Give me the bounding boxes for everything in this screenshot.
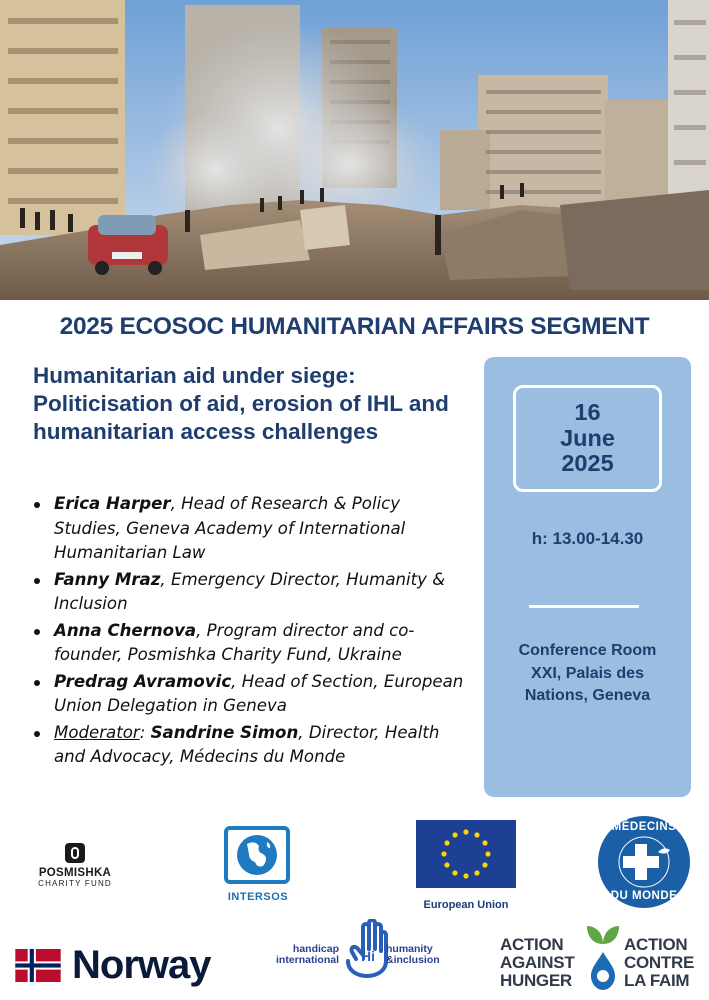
humanity-inclusion-logo xyxy=(273,917,463,995)
speaker-item xyxy=(34,492,464,566)
date-month: June xyxy=(560,424,615,451)
speaker-role: , Director, Health and Advocacy, Médecins du Monde xyxy=(54,722,440,766)
speaker-name: Sandrine Simon xyxy=(150,722,299,742)
speaker-item xyxy=(34,568,464,617)
mdm-top: MÉDECINS xyxy=(611,821,677,833)
speaker-name: Fanny Mraz xyxy=(54,569,161,589)
divider xyxy=(529,605,639,608)
speaker-name: Predrag Avramovic xyxy=(54,671,232,691)
svg-text:Hi: Hi xyxy=(361,948,375,964)
hand-icon xyxy=(342,919,392,989)
intersos-globe-icon xyxy=(223,826,293,884)
aah-r2: CONTRE xyxy=(624,953,694,972)
speaker-role: , Emergency Director, Humanity & Inclusion xyxy=(54,569,446,613)
aah-r1: ACTION xyxy=(624,935,688,954)
aah-left-text xyxy=(500,936,574,990)
date-year: 2025 xyxy=(561,450,614,476)
leaf-drop-icon xyxy=(583,922,623,992)
date-day: 16 xyxy=(574,399,601,425)
action-against-hunger-logo xyxy=(500,922,700,992)
hero-photo xyxy=(0,0,709,300)
speaker-role: , Program director and co-founder, Posmishka Charity Fund, Ukraine xyxy=(54,620,415,664)
event-time: h: 13.00-14.30 xyxy=(531,529,644,548)
hi-right-text xyxy=(386,944,466,966)
hi-right-line1: humanity xyxy=(386,943,433,955)
norway-flag-icon xyxy=(15,949,61,982)
hi-left-line1: handicap xyxy=(292,943,339,955)
segment-title: 2025 ECOSOC HUMANITARIAN AFFAIRS SEGMENT xyxy=(59,313,650,340)
moderator-sep: : xyxy=(139,722,151,742)
norway-name: Norway xyxy=(72,943,211,987)
speaker-item xyxy=(34,670,464,719)
speaker-role: , Head of Research & Policy Studies, Geneva Academy of International Humanitarian Law xyxy=(54,494,406,562)
intersos-logo xyxy=(223,826,293,903)
event-info-panel xyxy=(484,357,691,797)
date-box xyxy=(513,385,662,492)
posmishka-logo xyxy=(30,843,120,888)
posmishka-name: POSMISHKA xyxy=(38,867,112,879)
aah-l3: HUNGER xyxy=(500,971,572,990)
eu-name: European Union xyxy=(423,899,509,911)
aah-right-text xyxy=(624,936,694,990)
mdm-bottom: DU MONDE xyxy=(610,890,678,902)
speaker-item xyxy=(34,619,464,668)
panel-title: Humanitarian aid under siege: Politicisation of aid, erosion of IHL and humanitarian access challenges xyxy=(33,363,449,444)
hi-left-text xyxy=(273,944,339,966)
hi-left-line2: international xyxy=(275,954,339,966)
posmishka-sub: CHARITY FUND xyxy=(38,879,112,888)
hi-right-line2: &inclusion xyxy=(386,954,440,966)
speaker-item-moderator xyxy=(34,721,464,770)
speaker-list xyxy=(34,492,464,772)
speaker-role: , Head of Section, European Union Delegation in Geneva xyxy=(54,671,464,715)
norway-logo xyxy=(15,943,245,989)
event-venue: Conference Room XXI, Palais des Nations, Geneva xyxy=(518,642,657,704)
speaker-name: Anna Chernova xyxy=(54,620,197,640)
eu-flag-icon xyxy=(416,820,516,888)
posmishka-mark-icon xyxy=(65,843,85,863)
aah-r3: LA FAIM xyxy=(624,971,690,990)
aah-l1: ACTION xyxy=(500,935,564,954)
speaker-name: Erica Harper xyxy=(54,494,171,513)
aah-l2: AGAINST xyxy=(500,953,575,972)
moderator-label: Moderator xyxy=(54,722,140,742)
intersos-name: INTERSOS xyxy=(227,891,289,903)
medecins-du-monde-logo xyxy=(596,814,692,910)
eu-logo xyxy=(416,820,516,911)
